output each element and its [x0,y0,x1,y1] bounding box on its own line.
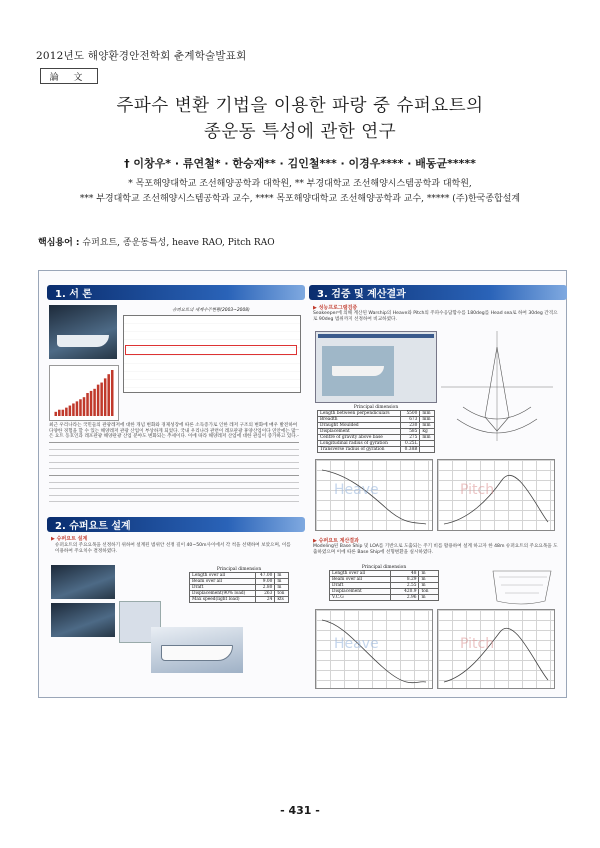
table-cell: Beam over all [190,579,256,585]
table-cell: mm [420,417,435,423]
table-cell: Length over all [190,573,256,579]
yacht-pitch-svg [438,610,554,688]
table-cell: 8.29 [391,577,419,583]
table-cell: 0.38B [400,447,420,453]
pitch-watermark: Pitch [460,482,495,498]
table-cell: Beam over all [330,577,391,583]
keywords [38,235,275,248]
keywords-value: 슈퍼요트, 종운동특성, heave RAO, Pitch RAO [82,238,275,248]
table-cell: Draft [330,583,391,589]
calc-subheading: ▶ 슈퍼요트 계산결과 [313,538,359,544]
table-cell: 24 [255,597,275,603]
table-cell: V.C.G [330,595,391,601]
table-cell: ton [275,591,289,597]
section-design-header [47,517,305,532]
table-cell: 263 [255,591,275,597]
table-cell: Draught Moulded [318,423,401,429]
intro-text: 최근 우리나라는 국민들의 관광레저에 대한 개념 변화와 경제성장에 따른 소득증가로 인한 레저 구조의 변화에 매우 발전하여 다양한 경험을 할 수 있는 해양레저 관광 산업이 부상하게 되었다. 국내 우리나라 관련이 레포관광 휴양산업이다 연안에는 많은 요트 동호인과 레포관광 해양관광 산업 분야도 변화되는 추세이다. 이에 따라 해양레저 산업에 대한 관심이 증가하고 있다. [49,423,298,440]
table-cell: 9.00 [255,579,275,585]
bar [76,401,79,416]
program-table [317,410,435,453]
table-cell: Length between perpendiculars [318,411,401,417]
design-subheading: ▶ 슈퍼요트 설계 [51,536,88,542]
affiliation-line2: *** 부경대학교 조선해양시스템공학과 교수, **** 목포해양대학교 조선해양공학과 교수, ***** (주)한국종합설계 [79,194,521,204]
bar [62,410,65,416]
order-bar-chart [49,365,119,421]
hull-lines-svg [491,565,553,607]
table-row [318,447,435,453]
paper-title-line2: 종운동 특성에 관한 연구 [203,122,397,142]
bar [86,393,89,416]
table-cell: Displacement [318,429,401,435]
chart-caption: 슈퍼요트의 세계수주현황(2003~2008) [172,308,250,313]
keywords-label: 핵심용어 : [38,238,80,248]
table-cell: m [275,585,289,591]
table-row [318,441,435,447]
yacht-pitch-chart [437,609,555,689]
table-cell: Centre of gravity above base [318,435,401,441]
table-cell: mm [420,423,435,429]
bar [65,408,68,416]
design-photo-2 [51,603,115,637]
bar [58,410,61,416]
paper-title-line1: 주파수 변환 기법을 이용한 파랑 중 슈퍼요트의 [116,96,484,116]
table-cell: m [275,573,289,579]
table-cell: m [419,577,439,583]
table-cell: ton [419,589,439,595]
table-cell: kg [420,429,435,435]
table-row [318,411,435,417]
conference-name: 2012년도 해양환경안전학회 춘계학술발표회 [36,50,247,62]
calc-dimension-table [329,565,439,601]
pitch-curve-svg [438,460,554,530]
table-cell: Draft [190,585,256,591]
bar [55,412,58,416]
bar [69,406,72,416]
bar [107,374,110,416]
table-cell: Max speed(light load) [190,597,256,603]
table-cell: 275 [400,435,420,441]
design-text: 슈퍼요트의 주요요목을 선정하기 위하여 설계된 범위안 선정 길이 40~50m사이에서 각 척을 선택하여 보았으며, 이를 이용하여 주요치수 결정하였다. [55,543,291,554]
page-number: - 431 - [280,804,320,817]
order-stats-table [123,315,299,391]
table-cell: m [419,571,439,577]
table-cell: 48 [391,571,419,577]
seakeeper-screenshot [315,331,437,403]
yacht-render-hull [161,645,233,661]
yacht-pitch-watermark: Pitch [460,636,495,652]
calc-text: Modeling된 Base Ship 및 LOA를 기반으로 도출되는 주기 비를 활용하여 설계 하고자 한 48m 슈퍼요트의 주요요목을 도출하였으며 이에 따른 Base Ship에 선형변환을 실시하였다. [313,544,558,555]
program-dimension-table [317,405,435,453]
table-cell: Length over all [330,571,391,577]
hull-lines-drawing [491,565,553,607]
bar [100,383,103,416]
section-results-title: 3. 검증 및 계산결과 [317,289,406,300]
yacht-hull-shape [57,335,109,347]
design-photo-1 [51,565,115,599]
section-intro-title: 1. 서 론 [55,289,93,300]
program-subheading: ▶ 성능프로그램검증 [313,305,358,311]
program-text: Seakeeper에 의해 계산된 Warship의 Heave와 Pitch의 주파수응답함수를 180deg를 Head sea로 하여 30deg 간격으로 90deg 범위까지 선정하여 비교하였다. [313,311,558,322]
yacht-heave-watermark: Heave [334,636,379,652]
poster-figure [38,270,567,698]
body-plan-drawing [437,327,557,445]
design-dimension-table [189,567,289,603]
calc-table [329,570,439,601]
affiliation-line1: * 목포해양대학교 조선해양공학과 대학원, ** 부경대학교 조선해양시스템공학과 대학원, [128,179,472,189]
program-table-title: Principal dimension [353,405,399,410]
table-cell: Longitudinal radius of gyration [318,441,401,447]
author-list: † 이창우* · 류연철* · 한승재** · 김인철*** · 이경우**** · 배동균***** [124,157,476,170]
bar [97,385,100,416]
table-cell: 0.25L [400,441,420,447]
table-cell: 420.9 [391,589,419,595]
table-cell: kts [275,597,289,603]
yacht-heave-chart [315,609,433,689]
section-design-title: 2. 슈퍼요트 설계 [55,521,131,532]
section-intro-header [47,285,305,300]
bar-chart-svg [50,366,118,420]
table-cell [420,447,435,453]
heave-rao-chart [315,459,433,531]
table-cell: m [419,595,439,601]
table-cell: 585 [400,429,420,435]
bar [90,391,93,416]
yacht-photo [49,305,117,359]
3d-hull-view [322,346,394,396]
table-cell: 2.80 [255,585,275,591]
bar [72,403,75,416]
table-cell: 2.55 [391,583,419,589]
calc-table-title: Principal dimension [361,565,407,570]
bar [93,389,96,416]
table-cell: mm [420,411,435,417]
table-cell: 230 [400,423,420,429]
table-cell: m [275,579,289,585]
bar [83,397,86,416]
design-table-title: Principal dimension [216,567,262,572]
table-cell: Displacement [330,589,391,595]
table-cell: 2.96 [391,595,419,601]
yacht-render [151,627,243,673]
design-table [189,572,289,603]
pitch-rao-chart [437,459,555,531]
table-cell: mm [420,435,435,441]
table-cell: Transverse radius of gyration [318,447,401,453]
bar [111,370,114,416]
table-cell: Displacement(90% load) [190,591,256,597]
window-titlebar [318,334,434,338]
table-cell: 673 [400,417,420,423]
article-category: 論 文 [40,68,98,84]
table-cell: 5500 [400,411,420,417]
table-row [190,597,289,603]
table-cell: 47.00 [255,573,275,579]
table-row [330,595,439,601]
section-results-header [309,285,567,300]
table-row [318,435,435,441]
heave-watermark: Heave [334,482,379,498]
intro-text-block [49,423,299,507]
bar [79,399,82,416]
body-plan-svg [437,327,557,445]
bar [104,378,107,416]
3d-hull-shape [332,366,384,376]
highlight-row [125,345,297,355]
table-cell: Breadth [318,417,401,423]
table-cell: m [419,583,439,589]
